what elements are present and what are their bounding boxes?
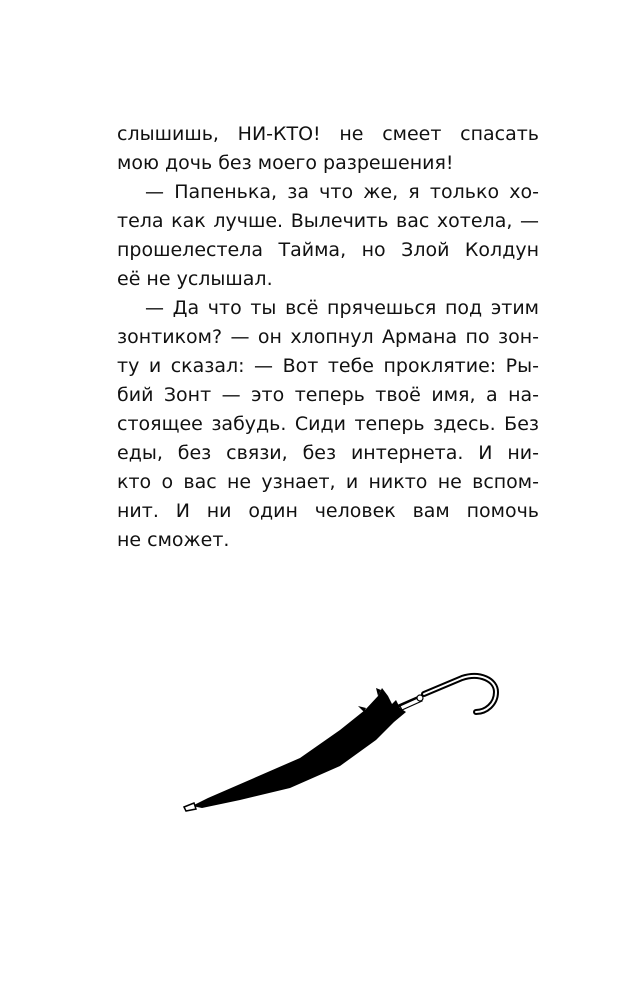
text-line: слышишь, НИ-КТО! не смеет спасать — [117, 123, 539, 145]
text-line: зонтиком? — он хлопнул Армана по зон- — [117, 326, 539, 348]
text-line: мою дочь без моего разрешения! — [117, 152, 454, 174]
closed-umbrella-icon — [180, 670, 510, 820]
text-line: тела как лучше. Вылечить вас хотела, — — [117, 210, 539, 232]
text-line: бий Зонт — это теперь твоё имя, а на- — [117, 384, 539, 406]
text-line: её не услышал. — [117, 268, 273, 290]
text-line: еды, без связи, без интернета. И ни- — [117, 442, 539, 464]
text-line: прошелестела Тайма, но Злой Колдун — [117, 239, 539, 261]
text-line: — Папенька, за что же, я только хо- — [145, 181, 539, 203]
text-line: стоящее забудь. Сиди теперь здесь. Без — [117, 413, 539, 435]
text-line: не сможет. — [117, 529, 230, 551]
text-line: нит. И ни один человек вам помочь — [117, 500, 539, 522]
story-text — [117, 120, 539, 555]
text-line: — Да что ты всё прячешься под этим — [145, 297, 539, 319]
text-line: кто о вас не узнает, и никто не вспом- — [117, 471, 539, 493]
text-line: ту и сказал: — Вот тебе проклятие: Ры- — [117, 355, 539, 377]
